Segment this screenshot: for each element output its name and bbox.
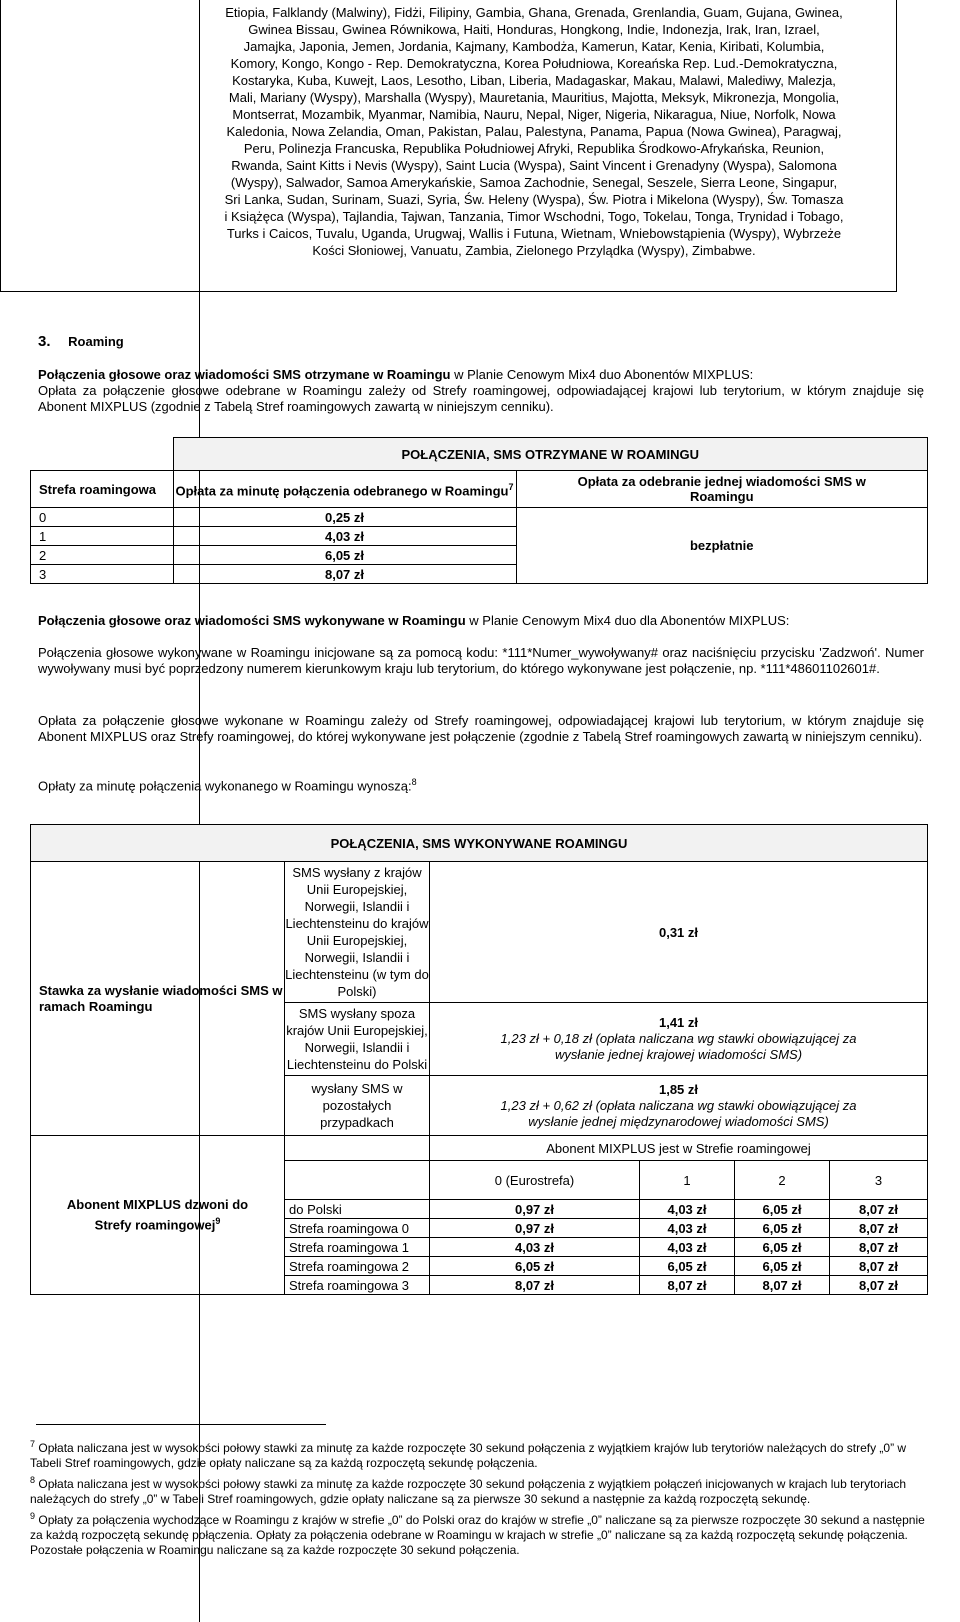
received-table bbox=[30, 437, 928, 584]
received-zone-0: 0 bbox=[31, 508, 174, 527]
call-row-value: 8,07 zł bbox=[830, 1276, 928, 1295]
received-col-call-text: Opłata za minutę połączenia odebranego w Roamingu bbox=[175, 483, 509, 499]
sms-row-2-price: 1,85 zł bbox=[658, 1081, 699, 1097]
outgoing-table bbox=[30, 824, 928, 1295]
call-row-value: 8,07 zł bbox=[830, 1238, 928, 1257]
footnote-ref-8: 8 bbox=[411, 777, 417, 787]
country-list-label-cell bbox=[0, 0, 200, 1622]
call-row-value: 8,07 zł bbox=[735, 1276, 830, 1295]
zone-header-empty bbox=[285, 1136, 430, 1161]
call-row-value: 4,03 zł bbox=[640, 1238, 735, 1257]
footnote-separator bbox=[36, 1424, 326, 1425]
outgoing-paragraph-3 bbox=[38, 774, 924, 794]
call-row-value: 6,05 zł bbox=[735, 1238, 830, 1257]
call-row-label: do Polski bbox=[285, 1200, 430, 1219]
footnote-7-text: Opłata naliczana jest w wysokości połowy stawki za minutę za każde rozpoczęte 30 sekund połączenia z wyjątkiem krajów lub terytoriów należących do strefy „0” w Tabeli Stref roamingowych, gdzie opłaty naliczane są za każdą rozpoczętą sekundę połączenia. bbox=[30, 1441, 907, 1470]
call-row-value: 6,05 zł bbox=[640, 1257, 735, 1276]
zone-cols-empty bbox=[285, 1161, 430, 1200]
received-col-sms-header: Opłata za odebranie jednej wiadomości SMS w Roamingu bbox=[516, 471, 928, 508]
footnote-9-text: Opłaty za połączenia wychodzące w Roamingu z krajów w strefie „0” do Polski oraz do krajów w strefie „0” naliczane są za pierwsze rozpoczęte 30 sekund a następnie za każdą rozpoczętą sekundę połączenia. Opłaty za połączenia odebrane w Roamingu w krajach w strefie „0” naliczane są za każdą rozpoczętą sekundę połączenia. Pozostałe połączenia w Roamingu naliczane są za każde rozpoczęte 30 sekund połączenia. bbox=[30, 1513, 925, 1557]
zone-col-2: 2 bbox=[735, 1161, 830, 1200]
received-price-0: 0,25 zł bbox=[173, 508, 516, 527]
country-list-box bbox=[0, 0, 897, 292]
footnote-7 bbox=[30, 1437, 926, 1471]
outgoing-heading-bold: Połączenia głosowe oraz wiadomości SMS wykonywane w Roamingu bbox=[38, 613, 466, 628]
call-row-label: Strefa roamingowa 1 bbox=[285, 1238, 430, 1257]
footnote-8 bbox=[30, 1473, 926, 1507]
received-price-2: 6,05 zł bbox=[173, 546, 516, 565]
sms-row-2-desc: wysłany SMS w pozostałych przypadkach bbox=[285, 1076, 430, 1136]
received-zone-3: 3 bbox=[31, 565, 174, 584]
sms-row-1-price: 1,41 zł bbox=[658, 1015, 699, 1030]
footnote-ref-9: 9 bbox=[215, 1215, 221, 1226]
section-number: 3. bbox=[38, 333, 51, 350]
received-zone-2: 2 bbox=[31, 546, 174, 565]
sms-rate-label: Stawka za wysłanie wiadomości SMS w ramach Roamingu bbox=[31, 862, 285, 1136]
footnote-7-num: 7 bbox=[30, 1439, 36, 1449]
sms-row-1-desc: SMS wysłany spoza krajów Unii Europejskiej, Norwegii, Islandii i Liechtensteinu do Polski bbox=[285, 1003, 430, 1076]
received-col-zone-header: Strefa roamingowa bbox=[31, 471, 174, 508]
section-title: Roaming bbox=[68, 334, 124, 349]
received-heading bbox=[38, 367, 924, 383]
call-row-value: 6,05 zł bbox=[430, 1257, 640, 1276]
outgoing-paragraph-2: Opłata za połączenie głosowe wykonane w Roamingu zależy od Strefy roamingowej, odpowiadającej krajowi lub terytorium, w którym znajduje się Abonent MIXPLUS oraz Strefy roamingowej, do której wykonywane jest połączenie (zgodnie z Tabelą Stref roamingowych zawartą w niniejszym cenniku). bbox=[38, 713, 924, 744]
zone-header: Abonent MIXPLUS jest w Strefie roamingowej bbox=[430, 1136, 928, 1161]
zone-col-0: 0 (Eurostrefa) bbox=[430, 1161, 640, 1200]
zone-col-3: 3 bbox=[830, 1161, 928, 1200]
call-row-value: 4,03 zł bbox=[640, 1219, 735, 1238]
call-row-value: 4,03 zł bbox=[430, 1238, 640, 1257]
received-zone-1: 1 bbox=[31, 527, 174, 546]
footnote-ref-7: 7 bbox=[508, 481, 514, 492]
call-label bbox=[31, 1136, 285, 1295]
zone-col-1: 1 bbox=[640, 1161, 735, 1200]
call-row-value: 6,05 zł bbox=[735, 1219, 830, 1238]
sms-row-2-cell bbox=[430, 1076, 928, 1136]
call-row-value: 8,07 zł bbox=[830, 1219, 928, 1238]
received-table-title: POŁĄCZENIA, SMS OTRZYMANE W ROAMINGU bbox=[173, 438, 928, 471]
call-row-value: 6,05 zł bbox=[735, 1257, 830, 1276]
footnote-9 bbox=[30, 1509, 926, 1558]
call-row-label: Strefa roamingowa 2 bbox=[285, 1257, 430, 1276]
call-row-value: 0,97 zł bbox=[430, 1219, 640, 1238]
country-list-text: Etiopia, Falklandy (Malwiny), Fidżi, Filipiny, Gambia, Ghana, Grenada, Grenlandia, Guam, Gujana, Gwinea, Gwinea Bissau, Gwinea Równikowa, Haiti, Honduras, Hongkong, Indie, Indonezja, Irak, Iran, Izrael, Jamajka, Japonia, Jemen, Jordania, Kajmany, Kambodża, Kamerun, Katar, Kenia, Kiribati, Kolumbia, Komory, Kongo, Kongo - Rep. Demokratyczna, Korea Południowa, Koreańska Rep. Lud.-Demokratyczna, Kostaryka, Kuba, Kuwejt, Laos, Lesotho, Liban, Liberia, Madagaskar, Makau, Malawi, Malediwy, Malezja, Mali, Mariany (Wyspy), Marshalla (Wyspy), Mauretania, Mauritius, Majotta, Meksyk, Mikronezja, Mongolia, Montserrat, Mozambik, Myanmar, Namibia, Nauru, Nepal, Niger, Nigeria, Nikaragua, Niue, Norfolk, Nowa Kaledonia, Nowa Zelandia, Oman, Pakistan, Palau, Palestyna, Panama, Papua (Nowa Gwinea), Paragwaj, Peru, Polinezja Francuska, Republika Południowej Afryki, Republika Środkowo-Afrykańska, Reunion, Rwanda, Saint Kitts i Nevis (Wyspy), Saint Lucia (Wyspa), Saint Vincent i Grenadyny (Wyspa), Salomona (Wyspy), Salwador, Samoa Amerykańskie, Samoa Zachodnie, Senegal, Seszele, Sierra Leone, Singapur, Sri Lanka, Sudan, Surinam, Suazi, Syria, Św. Heleny (Wyspa), Św. Piotra i Mikelona (Wyspy), Św. Tomasza i Książęca (Wyspa), Tajlandia, Tajwan, Tanzania, Timor Wschodni, Togo, Tokelau, Tonga, Trynidad i Tobago, Turks i Caicos, Tuvalu, Uganda, Urugwaj, Wallis i Futuna, Wietnam, Wniebowstąpienia (Wyspy), Wybrzeże Kości Słoniowej, Vanuatu, Zambia, Zielonego Przylądka (Wyspy), Zimbabwe. bbox=[224, 5, 844, 258]
call-label-text: Abonent MIXPLUS dzwoni do Strefy roamingowej bbox=[66, 1196, 249, 1233]
sms-row-1-note: 1,23 zł + 0,18 zł (opłata naliczana wg stawki obowiązującej za wysłanie jednej krajowej wiadomości SMS) bbox=[500, 1031, 857, 1062]
outgoing-heading bbox=[38, 613, 924, 629]
received-paragraph: Opłata za połączenie głosowe odebrane w Roamingu zależy od Strefy roamingowej, odpowiadającej krajowi lub terytorium, w którym znajduje się Abonent MIXPLUS (zgodnie z Tabelą Stref roamingowych zawartą w niniejszym cenniku). bbox=[38, 383, 924, 414]
sms-row-0-desc: SMS wysłany z krajów Unii Europejskiej, Norwegii, Islandii i Liechtensteinu do krajów Unii Europejskiej, Norwegii, Islandii i Liechtensteinu (w tym do Polski) bbox=[285, 862, 430, 1003]
footnote-9-num: 9 bbox=[30, 1511, 36, 1521]
received-col-call-header bbox=[173, 471, 516, 508]
call-row-value: 8,07 zł bbox=[640, 1276, 735, 1295]
received-price-1: 4,03 zł bbox=[173, 527, 516, 546]
received-heading-bold: Połączenia głosowe oraz wiadomości SMS otrzymane w Roamingu bbox=[38, 367, 451, 382]
section-heading bbox=[38, 333, 124, 350]
call-row-label: Strefa roamingowa 3 bbox=[285, 1276, 430, 1295]
sms-row-0-price: 0,31 zł bbox=[430, 862, 928, 1003]
call-row-value: 6,05 zł bbox=[735, 1200, 830, 1219]
received-sms-value: bezpłatnie bbox=[516, 508, 928, 584]
received-heading-rest: w Planie Cenowym Mix4 duo Abonentów MIXPLUS: bbox=[450, 367, 754, 382]
call-row-value: 8,07 zł bbox=[830, 1257, 928, 1276]
footnote-8-num: 8 bbox=[30, 1475, 36, 1485]
footnote-8-text: Opłata naliczana jest w wysokości połowy stawki za minutę za każde rozpoczęte 30 sekund połączenia z wyjątkiem połączeń inicjowanych w krajach lub terytoriach należących do strefy „0” w Tabeli Stref roamingowych, gdzie opłaty naliczane są za pierwsze 30 sekund a następnie za każdą rozpoczętą sekundę. bbox=[30, 1477, 907, 1506]
outgoing-paragraph-3-text: Opłaty za minutę połączenia wykonanego w Roamingu wynoszą: bbox=[38, 778, 412, 794]
call-row-value: 4,03 zł bbox=[640, 1200, 735, 1219]
call-row-value: 8,07 zł bbox=[430, 1276, 640, 1295]
outgoing-heading-rest: w Planie Cenowym Mix4 duo dla Abonentów MIXPLUS: bbox=[465, 613, 790, 628]
outgoing-paragraph-1: Połączenia głosowe wykonywane w Roamingu inicjowane są za pomocą kodu: *111*Numer_wywoływany# oraz naciśnięciu przycisku 'Zadzwoń'. Numer wywoływany musi być poprzedzony numerem kierunkowym kraju lub terytorium, do którego wykonywane jest połączenie, np. *111*48601102601#. bbox=[38, 645, 924, 676]
outgoing-table-title: POŁĄCZENIA, SMS WYKONYWANE ROAMINGU bbox=[31, 825, 928, 862]
sms-row-2-note: 1,23 zł + 0,62 zł (opłata naliczana wg stawki obowiązującej za wysłanie jednej międzynarodowej wiadomości SMS) bbox=[500, 1097, 857, 1129]
received-price-3: 8,07 zł bbox=[173, 565, 516, 584]
call-row-value: 0,97 zł bbox=[430, 1200, 640, 1219]
sms-row-1-cell bbox=[430, 1003, 928, 1076]
footnotes bbox=[30, 1437, 926, 1558]
call-row-value: 8,07 zł bbox=[830, 1200, 928, 1219]
call-row-label: Strefa roamingowa 0 bbox=[285, 1219, 430, 1238]
